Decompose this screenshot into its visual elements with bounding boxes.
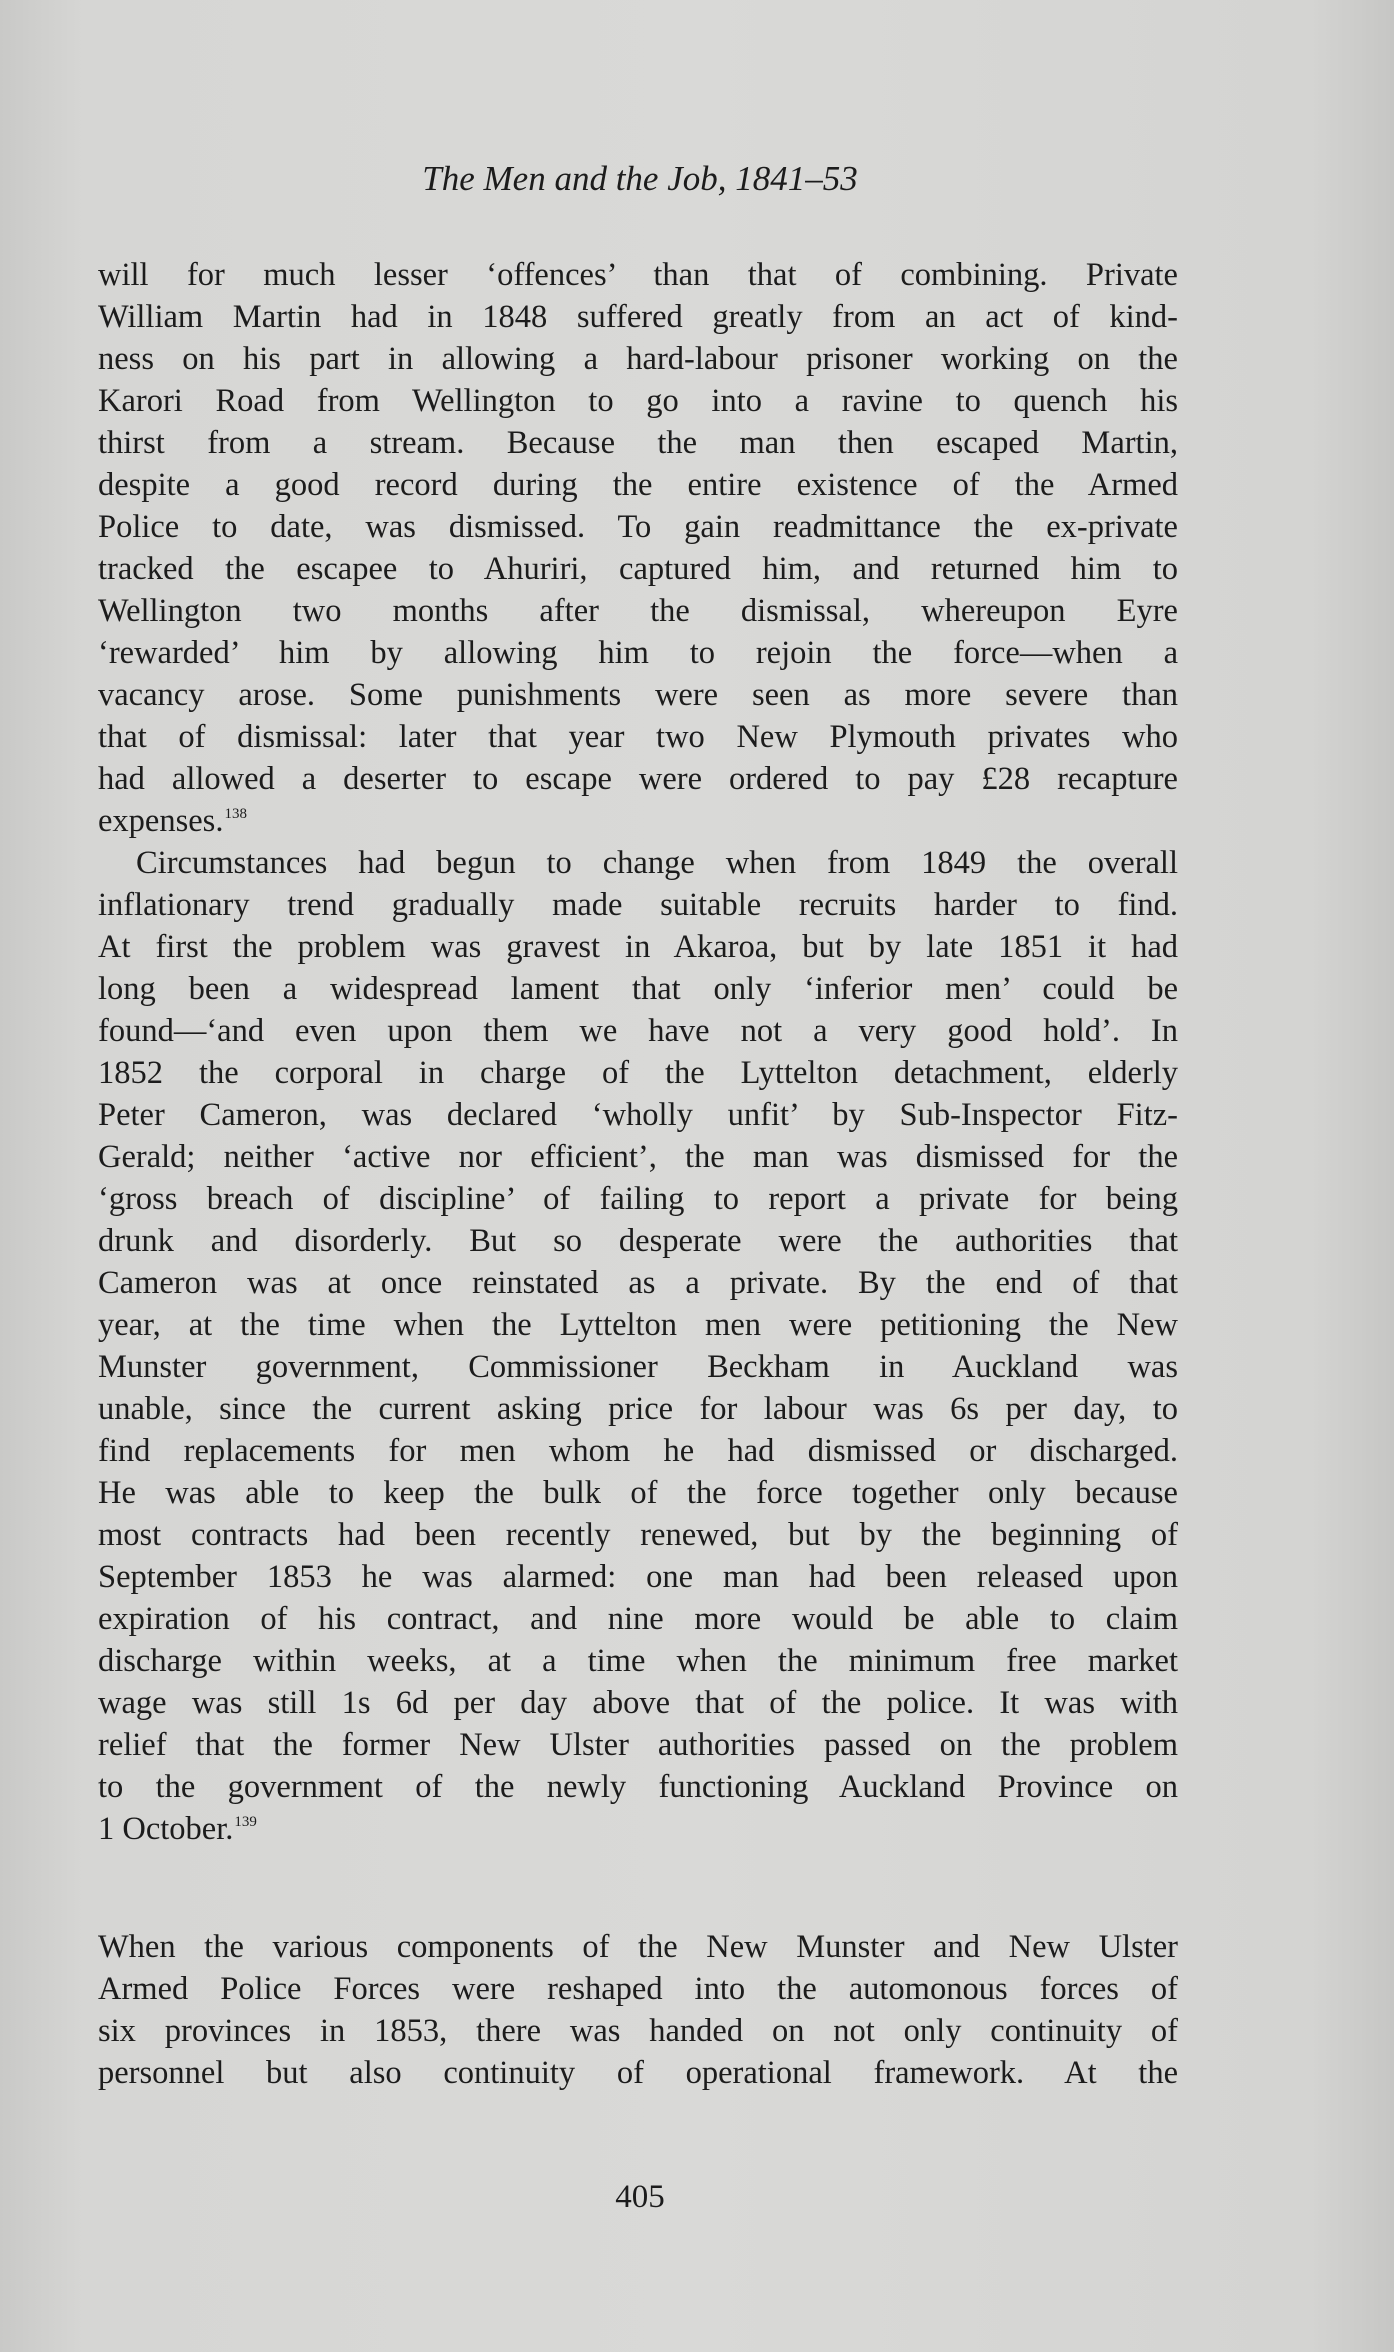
text-line: had allowed a deserter to escape were ordered to pay £28 recapture bbox=[98, 761, 1178, 797]
text-fragment: 1 October. bbox=[98, 1811, 234, 1847]
text-line: Munster government, Commissioner Beckham in Auckland was bbox=[98, 1349, 1178, 1385]
text-block-lower bbox=[98, 1926, 1178, 2094]
paragraph-2 bbox=[98, 842, 1178, 1850]
paragraph-1 bbox=[98, 254, 1178, 842]
text-line: September 1853 he was alarmed: one man had been released upon bbox=[98, 1559, 1178, 1595]
text-line: find replacements for men whom he had dismissed or discharged. bbox=[98, 1433, 1178, 1469]
text-line: ‘rewarded’ him by allowing him to rejoin the force—when a bbox=[98, 635, 1178, 671]
text-block-upper bbox=[98, 254, 1178, 1850]
text-line: At first the problem was gravest in Akaroa, but by late 1851 it had bbox=[98, 929, 1178, 965]
page-number: 405 bbox=[615, 2179, 665, 2215]
text-line: vacancy arose. Some punishments were seen as more severe than bbox=[98, 677, 1178, 713]
text-line: expiration of his contract, and nine more would be able to claim bbox=[98, 1601, 1178, 1637]
text-line: personnel but also continuity of operational framework. At the bbox=[98, 2055, 1178, 2091]
text-line: William Martin had in 1848 suffered greatly from an act of kind- bbox=[98, 299, 1178, 335]
text-line: ness on his part in allowing a hard-labour prisoner working on the bbox=[98, 341, 1178, 377]
text-line: that of dismissal: later that year two New Plymouth privates who bbox=[98, 719, 1178, 755]
running-head: The Men and the Job, 1841–53 bbox=[422, 159, 858, 198]
text-line: most contracts had been recently renewed, but by the beginning of bbox=[98, 1517, 1178, 1553]
text-line-last bbox=[98, 800, 1178, 842]
text-line: wage was still 1s 6d per day above that of the police. It was with bbox=[98, 1685, 1178, 1721]
text-line: Cameron was at once reinstated as a private. By the end of that bbox=[98, 1265, 1178, 1301]
text-line: drunk and disorderly. But so desperate were the authorities that bbox=[98, 1223, 1178, 1259]
text-line: When the various components of the New Munster and New Ulster bbox=[98, 1929, 1178, 1965]
text-line: found—‘and even upon them we have not a very good hold’. In bbox=[98, 1013, 1178, 1049]
text-line: relief that the former New Ulster authorities passed on the problem bbox=[98, 1727, 1178, 1763]
text-line: discharge within weeks, at a time when the minimum free market bbox=[98, 1643, 1178, 1679]
footnote-ref-138[interactable]: 138 bbox=[224, 806, 247, 822]
text-line: year, at the time when the Lyttelton men were petitioning the New bbox=[98, 1307, 1178, 1343]
text-line: tracked the escapee to Ahuriri, captured him, and returned him to bbox=[98, 551, 1178, 587]
text-line: six provinces in 1853, there was handed on not only continuity of bbox=[98, 2013, 1178, 2049]
text-line: Police to date, was dismissed. To gain readmittance the ex-private bbox=[98, 509, 1178, 545]
text-line: unable, since the current asking price for labour was 6s per day, to bbox=[98, 1391, 1178, 1427]
text-line: thirst from a stream. Because the man then escaped Martin, bbox=[98, 425, 1178, 461]
text-line: ‘gross breach of discipline’ of failing to report a private for being bbox=[98, 1181, 1178, 1217]
text-line: inflationary trend gradually made suitable recruits harder to find. bbox=[98, 887, 1178, 923]
text-line: to the government of the newly functioning Auckland Province on bbox=[98, 1769, 1178, 1805]
text-line: long been a widespread lament that only ‘inferior men’ could be bbox=[98, 971, 1178, 1007]
text-line: Karori Road from Wellington to go into a ravine to quench his bbox=[98, 383, 1178, 419]
text-line: will for much lesser ‘offences’ than that of combining. Private bbox=[98, 257, 1178, 293]
text-line: He was able to keep the bulk of the force together only because bbox=[98, 1475, 1178, 1511]
footnote-ref-139[interactable]: 139 bbox=[234, 1814, 257, 1830]
paragraph-3 bbox=[98, 1926, 1178, 2094]
text-line: despite a good record during the entire existence of the Armed bbox=[98, 467, 1178, 503]
text-line-last bbox=[98, 1808, 1178, 1850]
text-line: 1852 the corporal in charge of the Lyttelton detachment, elderly bbox=[98, 1055, 1178, 1091]
text-line: Armed Police Forces were reshaped into the automonous forces of bbox=[98, 1971, 1178, 2007]
text-fragment: expenses. bbox=[98, 803, 224, 839]
text-line: Wellington two months after the dismissal, whereupon Eyre bbox=[98, 593, 1178, 629]
text-line: Peter Cameron, was declared ‘wholly unfit’ by Sub-Inspector Fitz- bbox=[98, 1097, 1178, 1133]
text-line: Circumstances had begun to change when from 1849 the overall bbox=[136, 845, 1178, 881]
text-line: Gerald; neither ‘active nor efficient’, the man was dismissed for the bbox=[98, 1139, 1178, 1175]
